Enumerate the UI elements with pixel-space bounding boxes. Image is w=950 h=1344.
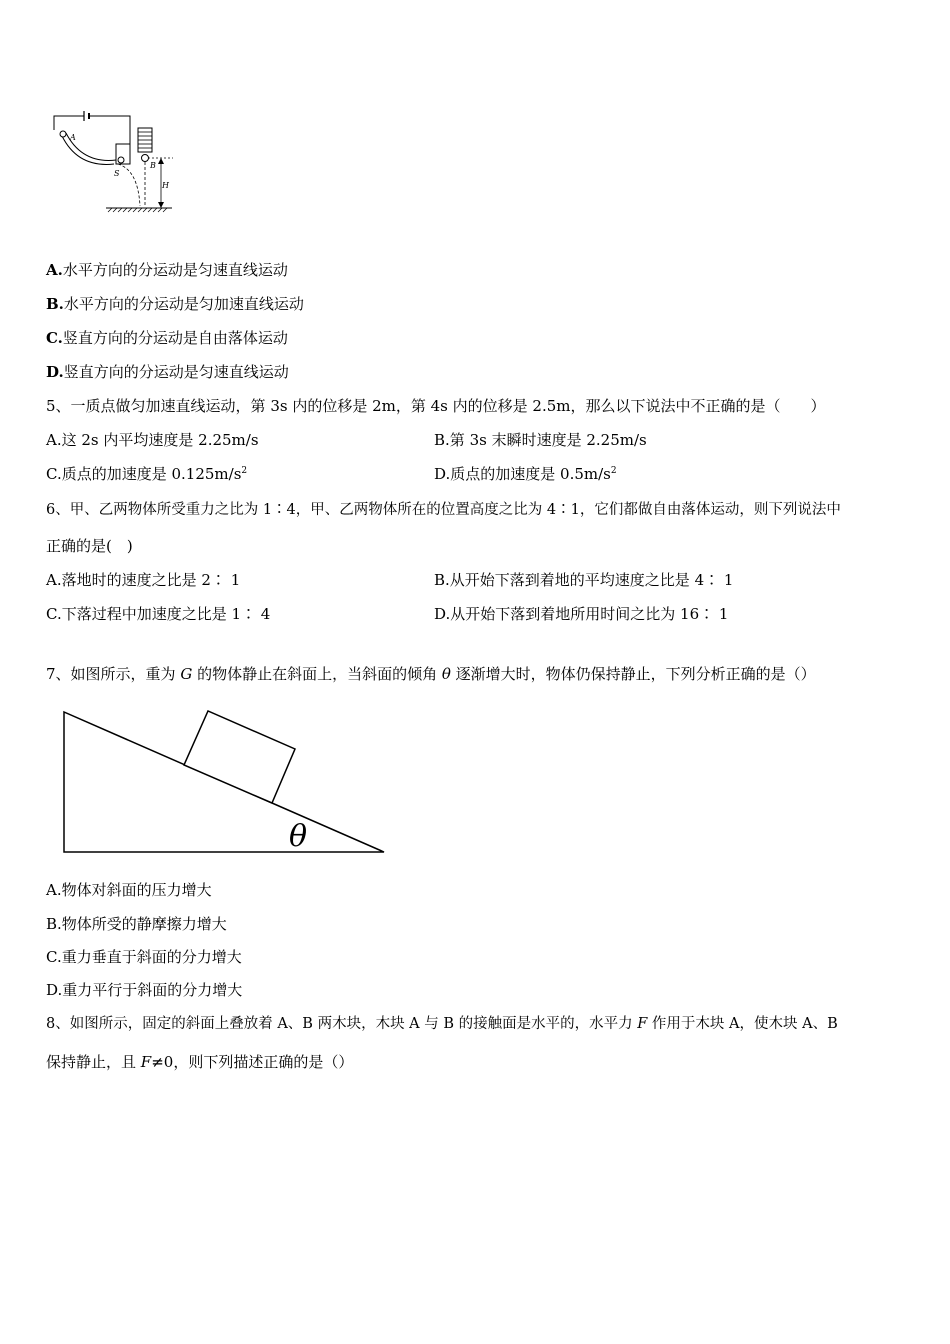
theta-label: θ <box>289 819 308 854</box>
q5-option-a: A.这 2s 内平均速度是 2.25m/s <box>46 431 259 449</box>
q7-stem: 7、如图所示，重为 G 的物体静止在斜面上，当斜面的倾角 θ 逐渐增大时，物体仍保持静止，下列分析正确的是（） <box>46 665 816 683</box>
label-a: A <box>70 133 76 142</box>
q6-option-a: A.落地时的速度之比是 2∶ 1 <box>46 571 241 589</box>
q6-stem-line2: 正确的是( ) <box>46 537 133 555</box>
q5-stem: 5、一质点做匀加速直线运动，第 3s 内的位移是 2m，第 4s 内的位移是 2.5m，那么以下说法中不正确的是（ ） <box>46 397 826 415</box>
label-h: H <box>162 181 169 190</box>
label-s: S <box>114 169 120 178</box>
q8-stem-line2: 保持静止，且 F≠0，则下列描述正确的是（） <box>46 1053 354 1071</box>
q7-option-b: B.物体所受的静摩擦力增大 <box>46 915 227 933</box>
apparatus-figure <box>48 108 183 213</box>
q6-option-d: D.从开始下落到着地所用时间之比为 16∶ 1 <box>434 605 729 623</box>
q6-option-c: C.下落过程中加速度之比是 1∶ 4 <box>46 605 271 623</box>
q8-stem-line1: 8、如图所示，固定的斜面上叠放着 A、B 两木块，木块 A 与 B 的接触面是水平的，水平力 F 作用于木块 A，使木块 A、B <box>46 1016 838 1032</box>
q7-option-a: A.物体对斜面的压力增大 <box>46 881 212 899</box>
q4-option-a: A.水平方向的分运动是匀速直线运动 <box>46 261 288 279</box>
q7-option-d: D.重力平行于斜面的分力增大 <box>46 981 243 999</box>
q5-option-c: C.质点的加速度是 $0.125m/s^2$ <box>46 465 248 483</box>
q4-option-c: C.竖直方向的分运动是自由落体运动 <box>46 329 288 347</box>
q6-option-b: B.从开始下落到着地的平均速度之比是 4∶ 1 <box>434 571 734 589</box>
q4-option-d: D.竖直方向的分运动是匀速直线运动 <box>46 363 289 381</box>
block <box>184 711 295 803</box>
q5-option-b: B.第 3s 末瞬时速度是 2.25m/s <box>434 431 647 449</box>
q4-option-b: B.水平方向的分运动是匀加速直线运动 <box>46 295 304 313</box>
label-b: B <box>150 161 156 170</box>
q7-option-c: C.重力垂直于斜面的分力增大 <box>46 948 242 966</box>
q6-stem-line1: 6、甲、乙两物体所受重力之比为 1∶4，甲、乙两物体所在的位置高度之比为 4∶1，它们都做自由落体运动，则下列说法中 <box>46 502 841 518</box>
incline-figure <box>60 706 390 858</box>
q5-option-d: D.质点的加速度是 $0.5m/s^2$ <box>434 465 617 483</box>
